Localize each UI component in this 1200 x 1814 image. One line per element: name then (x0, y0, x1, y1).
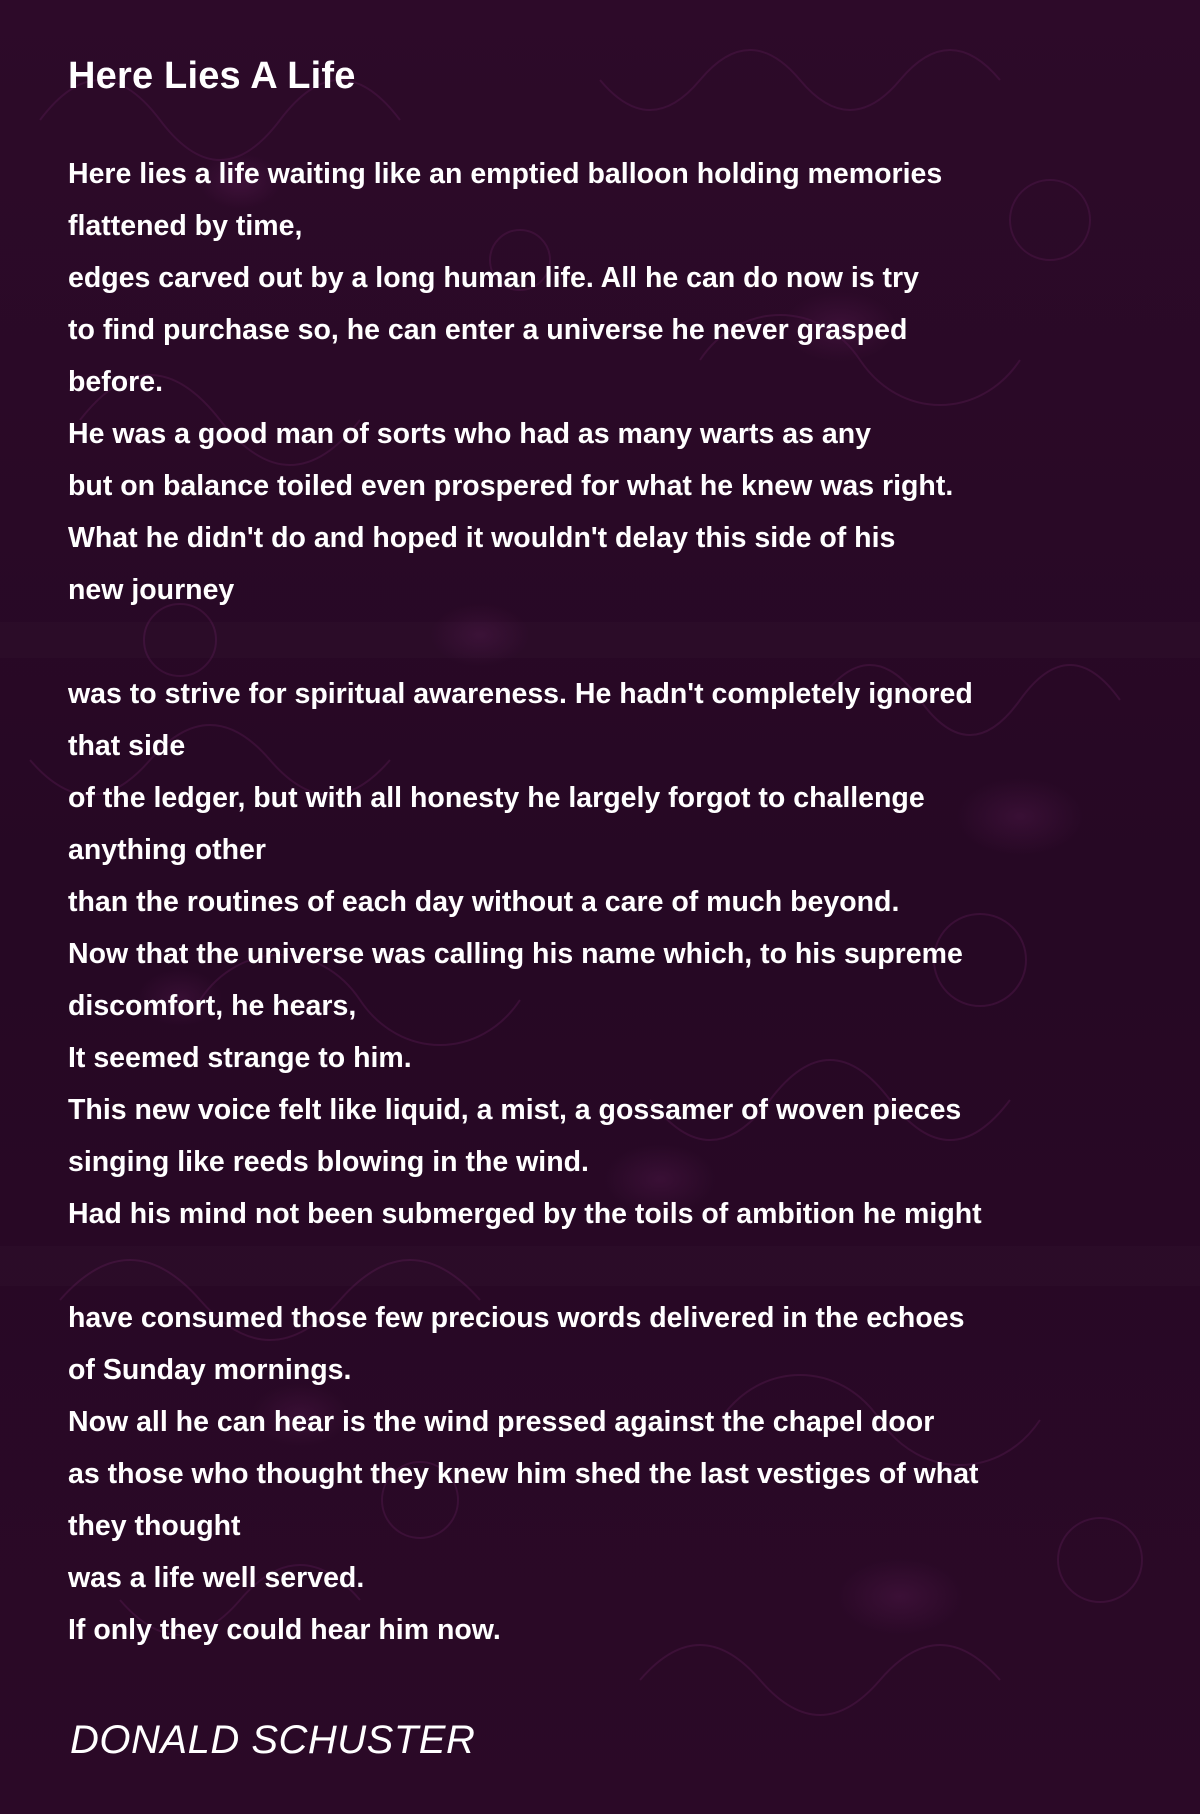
poem-line: flattened by time, (68, 210, 303, 242)
poem-line: This new voice felt like liquid, a mist, a gossamer of woven pieces (68, 1094, 962, 1126)
poem-line: Now that the universe was calling his name which, to his supreme (68, 938, 963, 970)
poem-line: It seemed strange to him. (68, 1042, 412, 1074)
poem-line: they thought (68, 1510, 241, 1542)
poem-author: DONALD SCHUSTER (70, 1718, 476, 1762)
poem-line: singing like reeds blowing in the wind. (68, 1146, 589, 1178)
poem-line: discomfort, he hears, (68, 990, 357, 1022)
poem-stanza (68, 1292, 1148, 1656)
poem-line: anything other (68, 834, 266, 866)
poem-line: but on balance toiled even prospered for what he knew was right. (68, 470, 954, 502)
poem-line: If only they could hear him now. (68, 1614, 501, 1646)
poem-line: Now all he can hear is the wind pressed against the chapel door (68, 1406, 935, 1438)
poem-line: new journey (68, 574, 235, 606)
poem-line: was to strive for spiritual awareness. He hadn't completely ignored (68, 678, 973, 710)
poem-line: He was a good man of sorts who had as many warts as any (68, 418, 871, 450)
poem-container (68, 48, 1148, 1708)
poem-line: was a life well served. (68, 1562, 365, 1594)
poem-line: What he didn't do and hoped it wouldn't delay this side of his (68, 522, 896, 554)
poem-line: to find purchase so, he can enter a universe he never grasped (68, 314, 908, 346)
poem-line: Had his mind not been submerged by the toils of ambition he might (68, 1198, 982, 1230)
poem-title: Here Lies A Life (68, 55, 356, 97)
poem-line: as those who thought they knew him shed the last vestiges of what (68, 1458, 979, 1490)
poem-line: Here lies a life waiting like an emptied balloon holding memories (68, 158, 943, 190)
poem-line: edges carved out by a long human life. All he can do now is try (68, 262, 919, 294)
poem-stanza (68, 668, 1148, 1240)
poem-line: that side (68, 730, 186, 762)
poem-line: have consumed those few precious words delivered in the echoes (68, 1302, 965, 1334)
poem-stanza (68, 148, 1148, 616)
poem-line: of the ledger, but with all honesty he largely forgot to challenge (68, 782, 925, 814)
poem-line: before. (68, 366, 164, 398)
poem-line: of Sunday mornings. (68, 1354, 352, 1386)
poem-body (68, 148, 1148, 1656)
poem-line: than the routines of each day without a care of much beyond. (68, 886, 900, 918)
